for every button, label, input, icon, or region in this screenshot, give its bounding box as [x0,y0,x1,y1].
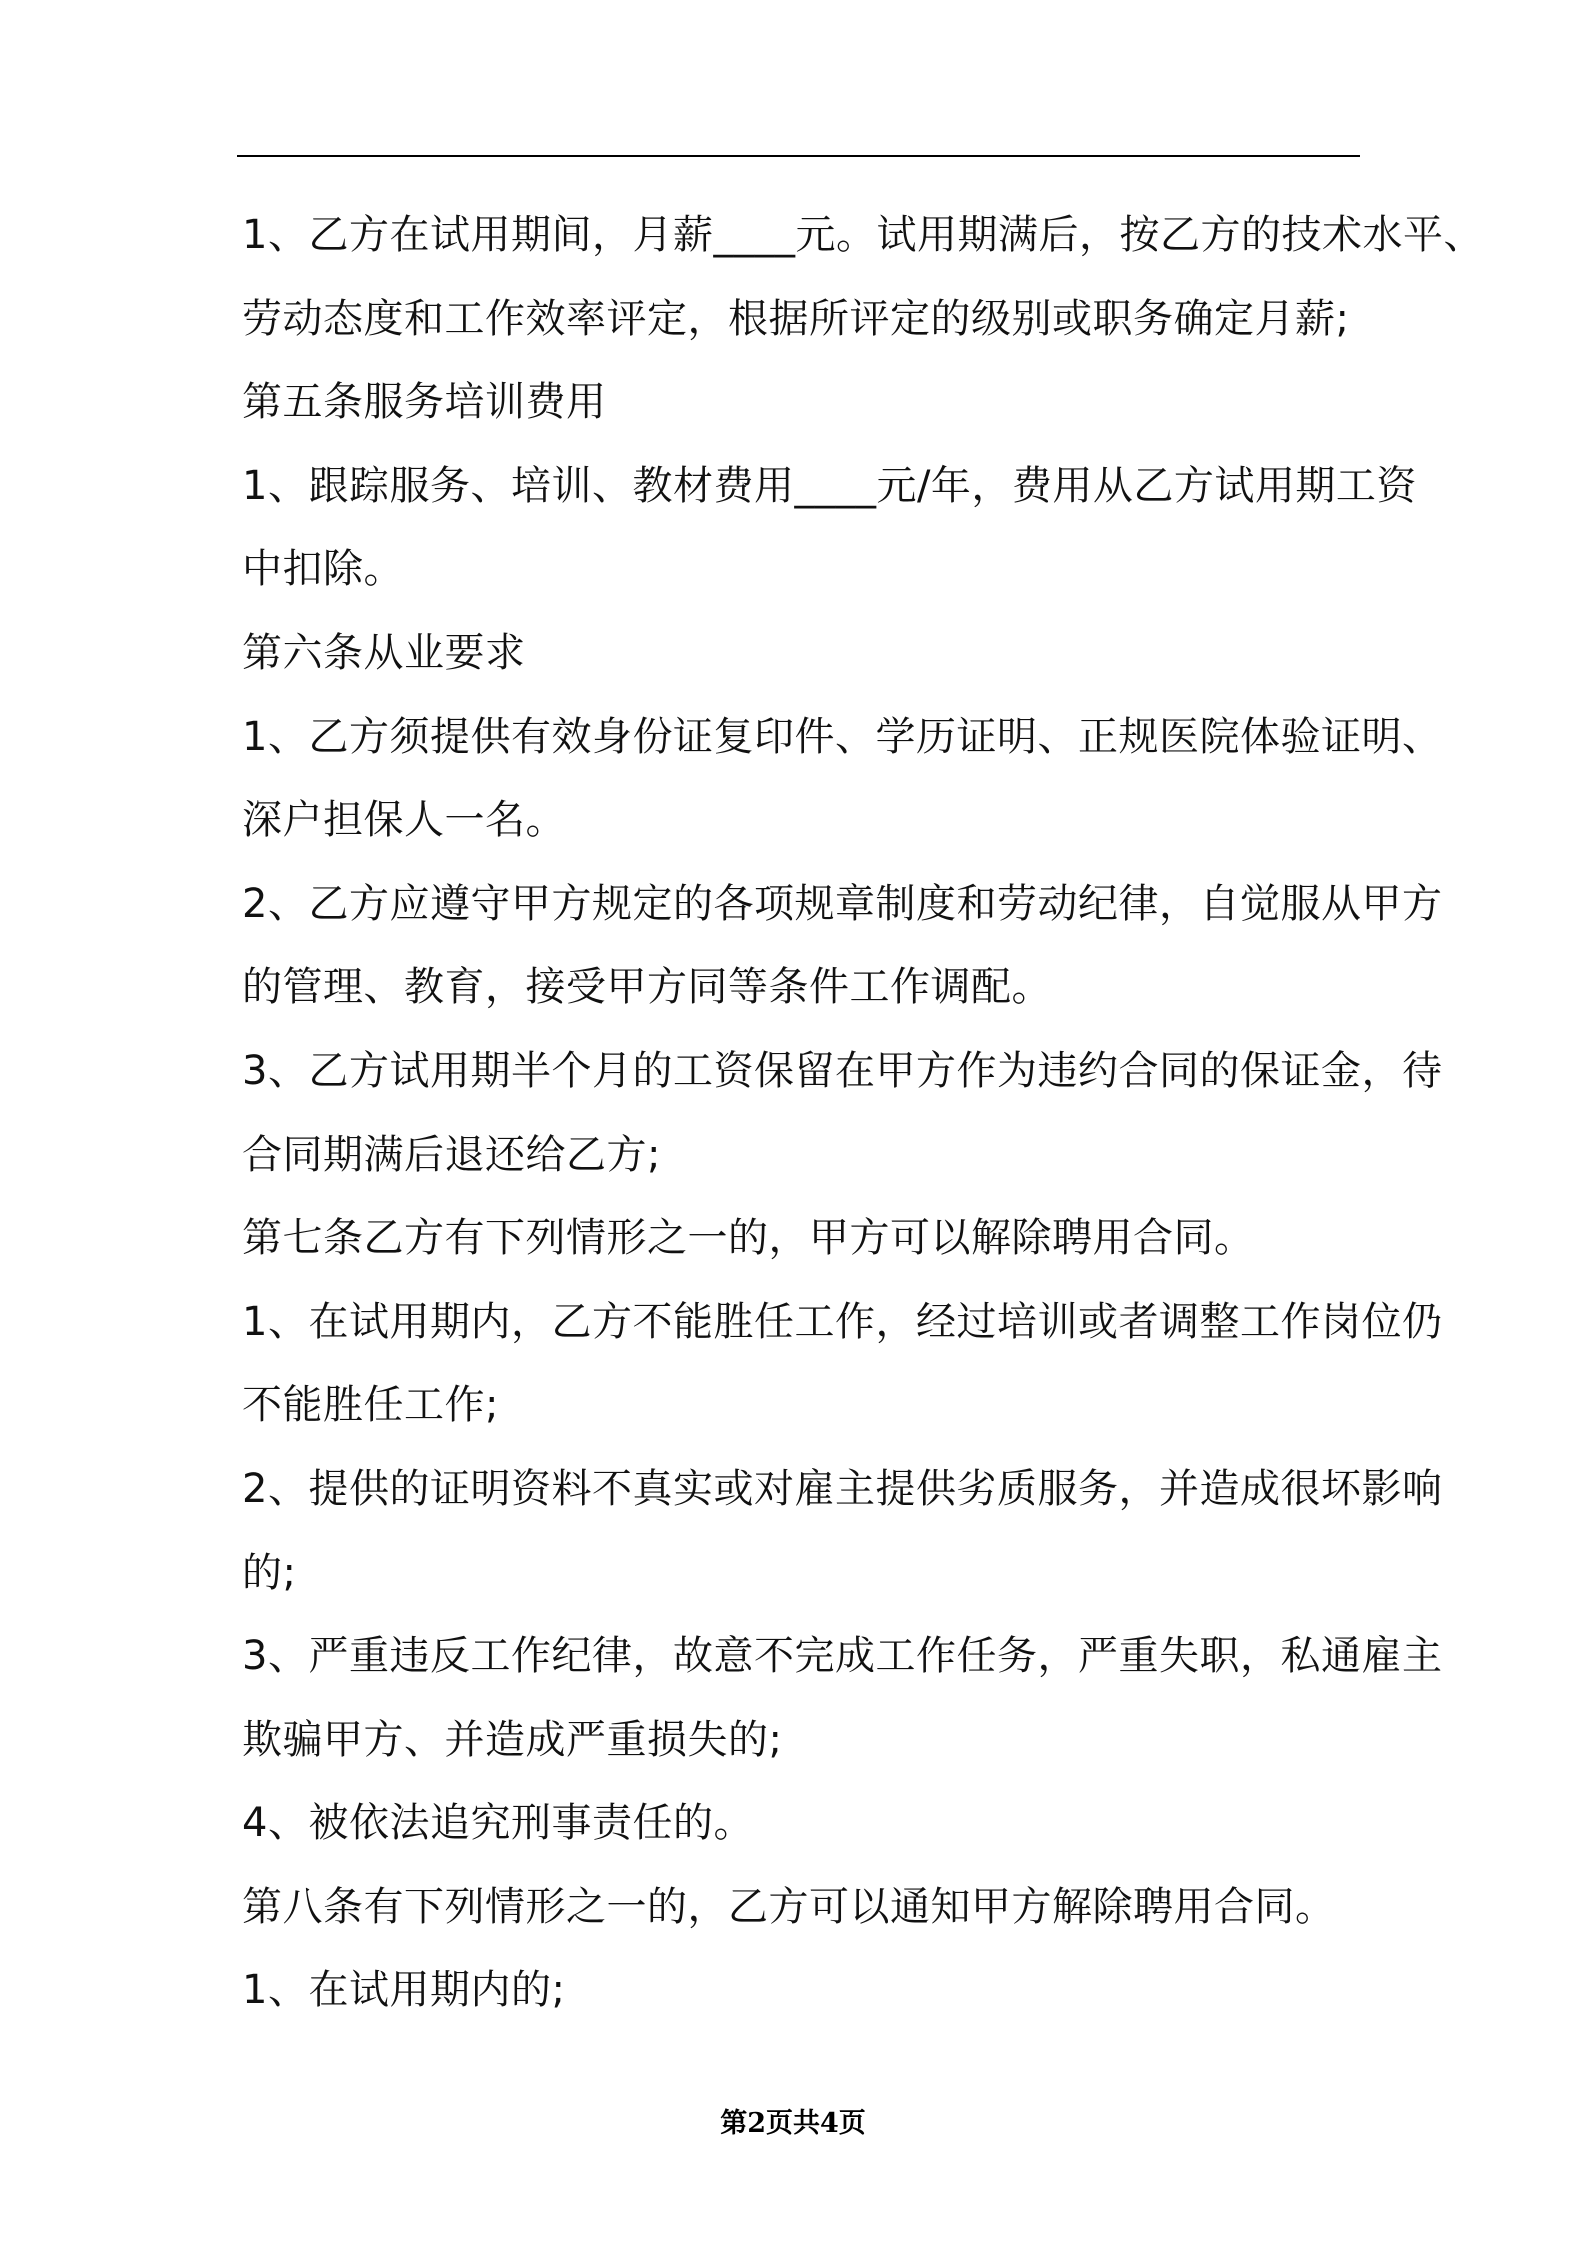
section-heading: 第五条服务培训费用 [242,379,607,426]
section-heading: 第七条乙方有下列情形之一的，甲方可以解除聘用合同。 [242,1215,1255,1262]
text-line: 合同期满后退还给乙方; [242,1131,661,1178]
header-rule [237,155,1360,157]
text-line: 2、提供的证明资料不真实或对雇主提供劣质服务，并造成很坏影响 [242,1465,1443,1512]
text-line: 劳动态度和工作效率评定，根据所评定的级别或职务确定月薪; [242,295,1350,342]
text-line: 中扣除。 [242,546,404,593]
text-line: 2、乙方应遵守甲方规定的各项规章制度和劳动纪律，自觉服从甲方 [242,880,1443,927]
document-body [242,194,1484,2033]
text-line: 1、乙方须提供有效身份证复印件、学历证明、正规医院体验证明、 [242,713,1443,760]
section-heading: 第八条有下列情形之一的，乙方可以通知甲方解除聘用合同。 [242,1883,1336,1930]
text-line: 1、在试用期内的; [242,1967,566,2014]
text-line: 不能胜任工作; [242,1382,499,1429]
text-line: 3、严重违反工作纪律，故意不完成工作任务，严重失职，私通雇主 [242,1633,1443,1680]
text-line: 3、乙方试用期半个月的工资保留在甲方作为违约合同的保证金，待 [242,1047,1443,1094]
text-line: 欺骗甲方、并造成严重损失的; [242,1716,783,1763]
text-line: 的; [242,1549,297,1596]
section-heading: 第六条从业要求 [242,629,526,676]
text-line: 4、被依法追究刑事责任的。 [242,1800,754,1847]
text-line: 1、跟踪服务、培训、教材费用____元/年，费用从乙方试用期工资 [242,462,1417,509]
page-number: 第2页共4页 [720,2108,866,2139]
text-line: 深户担保人一名。 [242,797,566,844]
text-line: 1、乙方在试用期间，月薪____元。试用期满后，按乙方的技术水平、 [242,212,1484,258]
text-line: 的管理、教育，接受甲方同等条件工作调配。 [242,964,1052,1011]
text-line: 1、在试用期内，乙方不能胜任工作，经过培训或者调整工作岗位仍 [242,1298,1443,1345]
